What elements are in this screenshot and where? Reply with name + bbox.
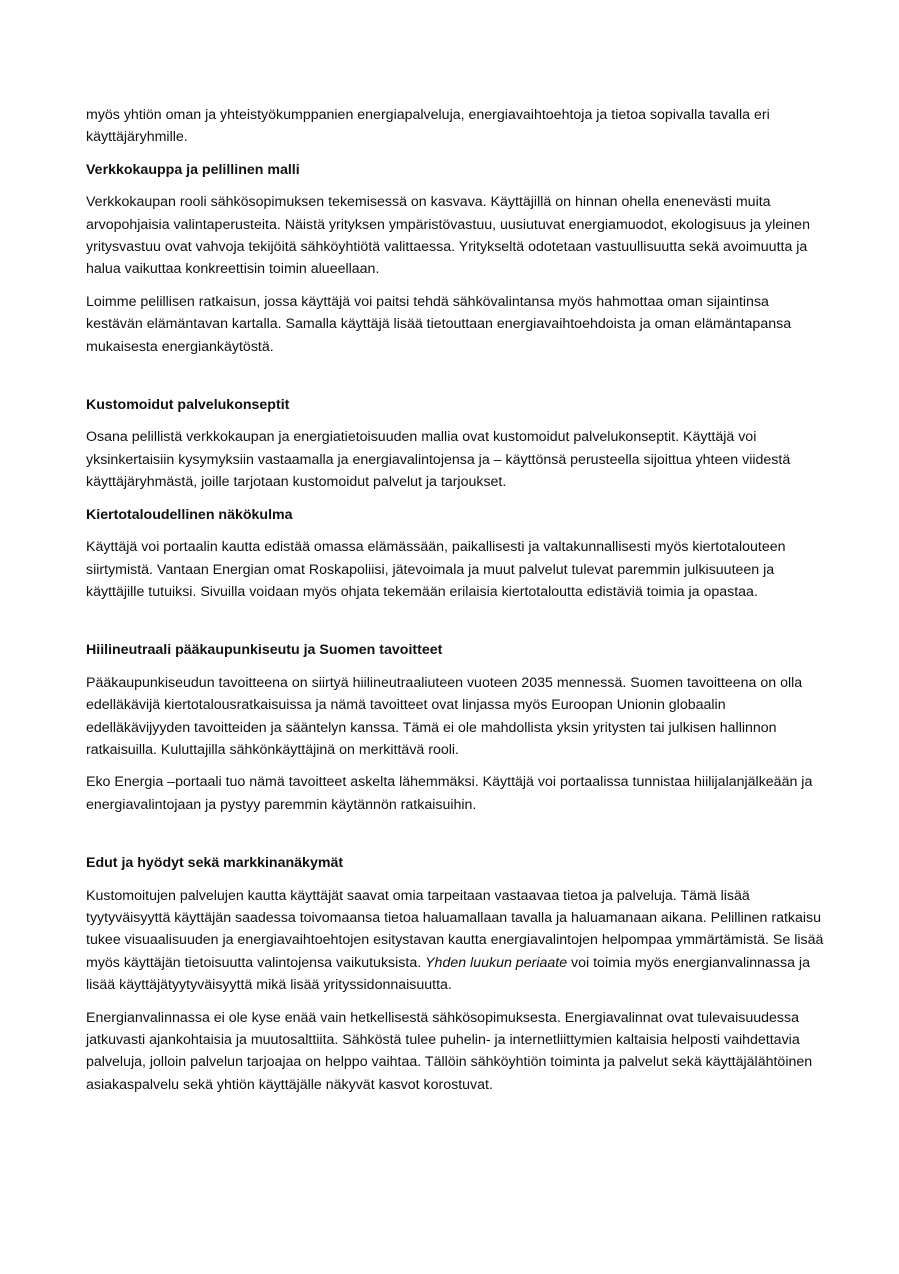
paragraph: Eko Energia –portaali tuo nämä tavoitteet askelta lähemmäksi. Käyttäjä voi portaalissa tunnistaa hiilijalanjälkeään ja energiavalintojaan ja pystyy paremmin käytännön ratkaisuihin. [86, 774, 813, 813]
paragraph: Käyttäjä voi portaalin kautta edistää omassa elämässään, paikallisesti ja valtakunnallisesti myös kiertotalouteen siirtymistä. Vantaan Energian omat Roskapoliisi, jätevoimala ja muut palvelut tulevat paremmin julkisuuteen ja käyttäjille tutuiksi. Sivuilla voidaan myös ohjata tekemään erilaisia kiertotaloutta edistäviä toimia ja opastaa. [86, 539, 786, 600]
paragraph-text: voi toimia myös energianvalinnassa ja lisää käyttäjätyytyväisyyttä mikä lisää yrityssidonnaisuutta. [86, 954, 810, 994]
paragraph: Pääkaupunkiseudun tavoitteena on siirtyä hiilineutraaliuteen vuoteen 2035 mennessä. Suomen tavoitteena on olla edelläkävijä kiertotalousratkaisuissa ja nämä tavoitteet ovat linjassa myös Euroopan Unionin globaalin edelläkävijyyden tavoitteiden ja sääntelyn kanssa. Tämä ei ole mahdollista yksin yritysten tai julkisen hallinnon ratkaisuilla. Kuluttajilla sähkönkäyttäjinä on merkittävä rooli. [86, 674, 803, 758]
paragraph: Energianvalinnassa ei ole kyse enää vain hetkellisestä sähkösopimuksesta. Energiavalinnat ovat tulevaisuudessa jatkuvasti ajankohtaisia ja muutosalttiita. Sähköstä tulee puhelin- ja internetliittymien kaltaisia helposti vaihdettavia palveluja, jolloin palvelun tarjoajaa on helppo vaihtaa. Tällöin sähköyhtiön toiminta ja palvelut sekä käyttäjälähtöinen asiakaspalvelu sekä yhtiön käyttäjälle näkyvät kasvot korostuvat. [86, 1009, 813, 1093]
section-heading-kiertotalous: Kiertotaloudellinen näkökulma [86, 506, 293, 523]
emphasis-text: Yhden luukun periaate [425, 954, 568, 971]
section-heading-edut: Edut ja hyödyt sekä markkinanäkymät [86, 855, 344, 872]
document-page [86, 104, 826, 1106]
paragraph: Loimme pelillisen ratkaisun, jossa käyttäjä voi paitsi tehdä sähkövalintansa myös hahmottaa oman sijaintinsa kestävän elämäntavan kartalla. Samalla käyttäjä lisää tietouttaan energiavaihtoehdoista ja oman elämäntapansa mukaisesta energiankäytöstä. [86, 293, 792, 355]
paragraph: Verkkokaupan rooli sähkösopimuksen tekemisessä on kasvava. Käyttäjillä on hinnan ohella enenevästi muita arvopohjaisia valintaperusteita. Näistä yrityksen ympäristövastuu, uusiutuvat energiamuodot, ekologisuus ja yleinen yritysvastuu ovat vahvoja tekijöitä sähköyhtiötä valittaessa. Yritykseltä odotetaan vastuullisuutta sekä avoimuutta ja halua vaikuttaa konkreettisin toimin alueellaan. [86, 194, 810, 278]
paragraph-with-emphasis [86, 885, 826, 997]
section-heading-kustomoidut: Kustomoidut palvelukonseptit [86, 397, 290, 414]
paragraph-text: Kustomoitujen palvelujen kautta käyttäjät saavat omia tarpeitaan vastaavaa tietoa ja palveluja. Tämä lisää tyytyväisyyttä käyttäjän saadessa toivomaansa tietoa haluamallaan tavalla ja haluamanaan aikana. Pelillinen ratkaisu tukee visuaalisuuden ja energiavaihtoehtojen esitystavan kautta energiavalintojen helpompaa ymmärtämistä. Se lisää myös käyttäjän tietoisuutta valintojensa vaikutuksista. [86, 887, 824, 971]
intro-paragraph: myös yhtiön oman ja yhteistyökumppanien energiapalveluja, energiavaihtoehtoja ja tietoa sopivalla tavalla eri käyttäjäryhmille. [86, 107, 770, 146]
section-heading-hiilineutraali: Hiilineutraali pääkaupunkiseutu ja Suomen tavoitteet [86, 642, 443, 659]
section-heading-verkkokauppa: Verkkokauppa ja pelillinen malli [86, 161, 300, 178]
paragraph: Osana pelillistä verkkokaupan ja energiatietoisuuden mallia ovat kustomoidut palvelukonseptit. Käyttäjä voi yksinkertaisiin kysymyksiin vastaamalla ja energiavalintojensa ja – käyttönsä perusteella sijoittua yhteen viidestä käyttäjäryhmästä, joille tarjotaan kustomoidut palvelut ja tarjoukset. [86, 429, 791, 491]
